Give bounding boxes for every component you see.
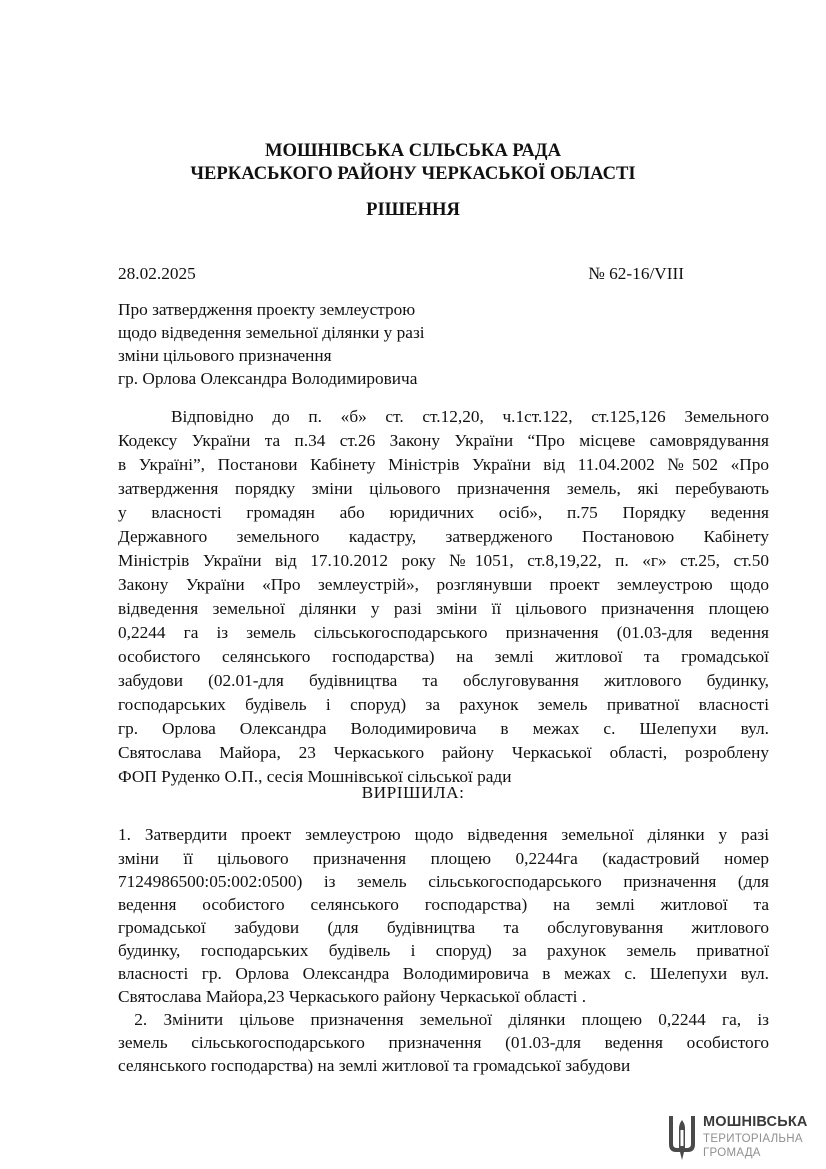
preamble-line: гр. Орлова Олександра Володимировича в межах с. Шелепухи вул.	[118, 719, 769, 738]
preamble-line: 0,2244 га із земель сільськогосподарського призначення (01.03-для ведення	[118, 623, 769, 642]
item-line: земель сільськогосподарського призначення (01.03-для ведення особистого	[118, 1033, 769, 1052]
preamble-line: господарських будівель і споруд) за рахунок земель приватної власності	[118, 695, 769, 714]
logo-title: МОШНІВСЬКА	[703, 1114, 808, 1130]
preamble-line: Міністрів України від 17.10.2012 року №1051, ст.8,19,22, п. «г» ст.25, ст.50	[118, 551, 769, 570]
item-line: будинку, господарських будівель і споруд) за рахунок земель приватної	[118, 941, 769, 960]
item-line: ведення особистого селянського господарства) на землі житлової та	[118, 895, 769, 914]
item-line: громадської забудови (для будівництва та обслуговування житлового	[118, 918, 769, 937]
council-name: МОШНІВСЬКА СІЛЬСЬКА РАДА	[264, 140, 562, 161]
decision-date: 28.02.2025	[118, 264, 196, 283]
item-line: 1. Затвердити проект землеустрою щодо відведення земельної ділянки у разі	[118, 825, 769, 844]
preamble-line: Святослава Майора, 23 Черкаського району Черкаської області, розроблену	[118, 743, 769, 762]
subject-line: Про затвердження проекту землеустрою	[118, 300, 416, 319]
document-type-title: РІШЕННЯ	[366, 199, 460, 220]
trident-icon	[666, 1114, 698, 1162]
subject-line: гр. Орлова Олександра Володимировича	[118, 369, 418, 388]
decision-subject	[118, 298, 425, 390]
preamble-line: ФОП Руденко О.П., сесія Мошнівської сільської ради	[118, 767, 512, 786]
preamble-line: затвердження порядку зміни цільового призначення земель, які перебувають	[118, 479, 769, 498]
preamble-line: Закону України «Про землеустрій», розглянувши проект землеустрою щодо	[118, 575, 769, 594]
preamble-line: відведення земельної ділянки у разі зміни її цільового призначення площею	[118, 599, 769, 618]
item-line: зміни її цільового призначення площею 0,2244га (кадастровий номер	[118, 849, 769, 868]
preamble-line: Відповідно до п. «б» ст. ст.12,20, ч.1ст.122, ст.125,126 Земельного	[171, 407, 769, 426]
item-line: 2. Змінити цільове призначення земельної ділянки площею 0,2244 га, із	[118, 1010, 769, 1029]
preamble-line: Кодексу України та п.34 ст.26 Закону України “Про місцеве самоврядування	[118, 431, 769, 450]
item-line: селянського господарства) на землі житлової та громадської забудови	[118, 1056, 631, 1075]
item-line: Святослава Майора,23 Черкаського району Черкаської області .	[118, 987, 587, 1006]
logo-subtitle: ТЕРИТОРІАЛЬНА	[703, 1133, 803, 1145]
logo-subtitle: ГРОМАДА	[703, 1147, 761, 1159]
item-line: власності гр. Орлова Олександра Володимировича в межах с. Шелепухи вул.	[118, 964, 769, 983]
preamble-line: у власності громадян або юридичних осіб», п.75 Порядку ведення	[118, 503, 769, 522]
preamble-line: особистого селянського господарства) на землі житлової та громадської	[118, 647, 769, 666]
item-line: 7124986500:05:002:0500) із земель сільськогосподарського призначення (для	[118, 872, 769, 891]
subject-line: щодо відведення земельної ділянки у разі	[118, 323, 425, 342]
resolved-heading: ВИРІШИЛА:	[361, 783, 465, 802]
decision-number: № 62-16/VIII	[588, 264, 684, 283]
council-district: ЧЕРКАСЬКОГО РАЙОНУ ЧЕРКАСЬКОЇ ОБЛАСТІ	[190, 163, 636, 184]
subject-line: зміни цільового призначення	[118, 346, 332, 365]
preamble-line: забудови (02.01-для будівництва та обслуговування житлового будинку,	[118, 671, 769, 690]
preamble-line: Державного земельного кадастру, затвердженого Постановою Кабінету	[118, 527, 769, 546]
preamble-line: в Україні”, Постанови Кабінету Міністрів України від 11.04.2002 №502 «Про	[118, 455, 769, 474]
